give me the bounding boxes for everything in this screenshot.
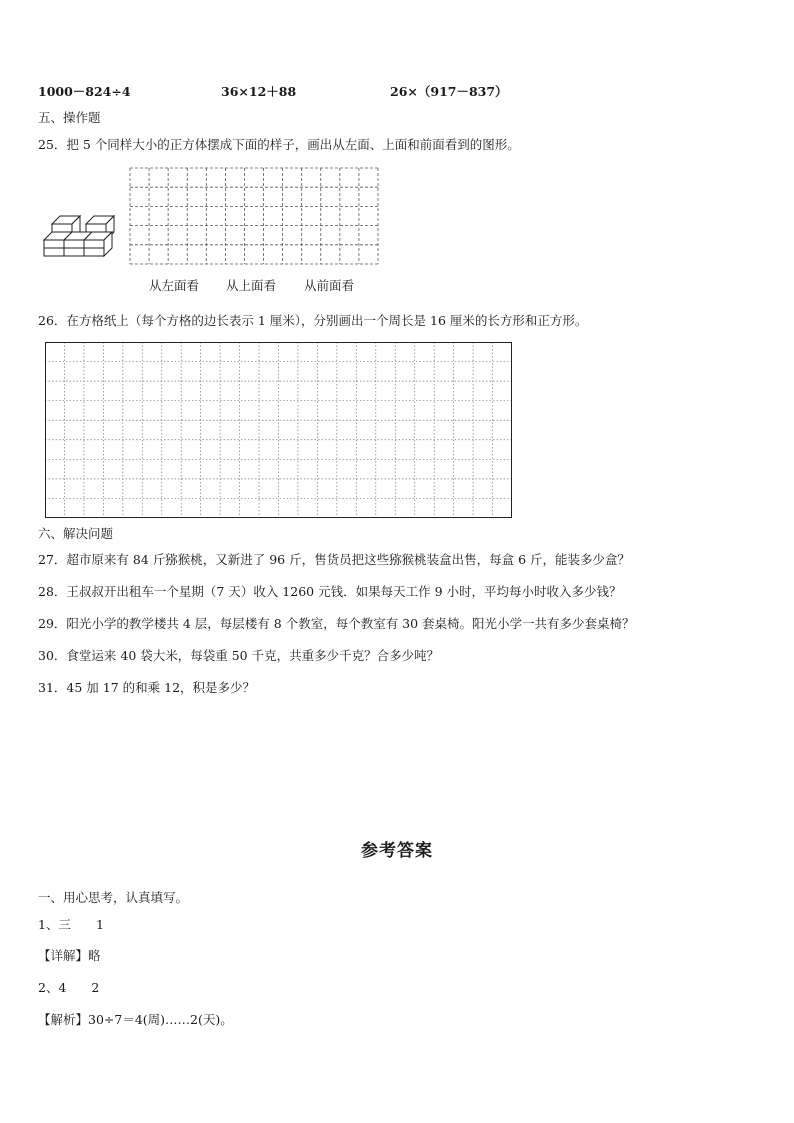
section-title-operations: 五、操作题 bbox=[38, 110, 101, 125]
answer-1-detail: 【详解】略 bbox=[38, 948, 101, 963]
question-26: 26．在方格纸上（每个方格的边长表示 1 厘米），分别画出一个周长是 16 厘米的长方形和正方形。 bbox=[38, 313, 588, 328]
answer-1: 1、三 1 bbox=[38, 917, 104, 932]
caption-front-view: 从前面看 bbox=[304, 278, 355, 293]
calc-expression-3: 26×（917－837） bbox=[390, 84, 508, 99]
answer-section-1-title: 一、用心思考，认真填写。 bbox=[38, 890, 189, 905]
question-27: 27．超市原来有 84 斤猕猴桃，又新进了 96 斤，售货员把这些猕猴桃装盒出售，每盒 6 斤，能装多少盒？ bbox=[38, 552, 631, 567]
cube-arrangement-figure bbox=[42, 212, 116, 268]
answer-key-title: 参考答案 bbox=[361, 841, 433, 861]
caption-top-view: 从上面看 bbox=[226, 278, 277, 293]
calc-expression-2: 36×12＋88 bbox=[221, 84, 297, 99]
drawing-grid-views[interactable] bbox=[130, 168, 378, 264]
caption-left-view: 从左面看 bbox=[149, 278, 200, 293]
question-25: 25．把 5 个同样大小的正方体摆成下面的样子，画出从左面、上面和前面看到的图形。 bbox=[38, 137, 520, 152]
answer-2: 2、4 2 bbox=[38, 980, 100, 995]
section-title-problems: 六、解决问题 bbox=[38, 526, 114, 541]
question-31: 31．45 加 17 的和乘 12，积是多少？ bbox=[38, 680, 256, 695]
question-30: 30．食堂运来 40 袋大米，每袋重 50 千克，共重多少千克？合多少吨？ bbox=[38, 648, 440, 663]
calc-expression-1: 1000－824÷4 bbox=[38, 84, 131, 99]
answer-2-analysis: 【解析】30÷7＝4(周)……2(天)。 bbox=[38, 1012, 233, 1027]
drawing-grid-shapes[interactable] bbox=[45, 342, 512, 518]
question-29: 29．阳光小学的教学楼共 4 层，每层楼有 8 个教室，每个教室有 30 套桌椅。阳光小学一共有多少套桌椅？ bbox=[38, 616, 635, 631]
question-28: 28．王叔叔开出租车一个星期（7 天）收入 1260 元钱．如果每天工作 9 小时，平均每小时收入多少钱？ bbox=[38, 584, 622, 599]
